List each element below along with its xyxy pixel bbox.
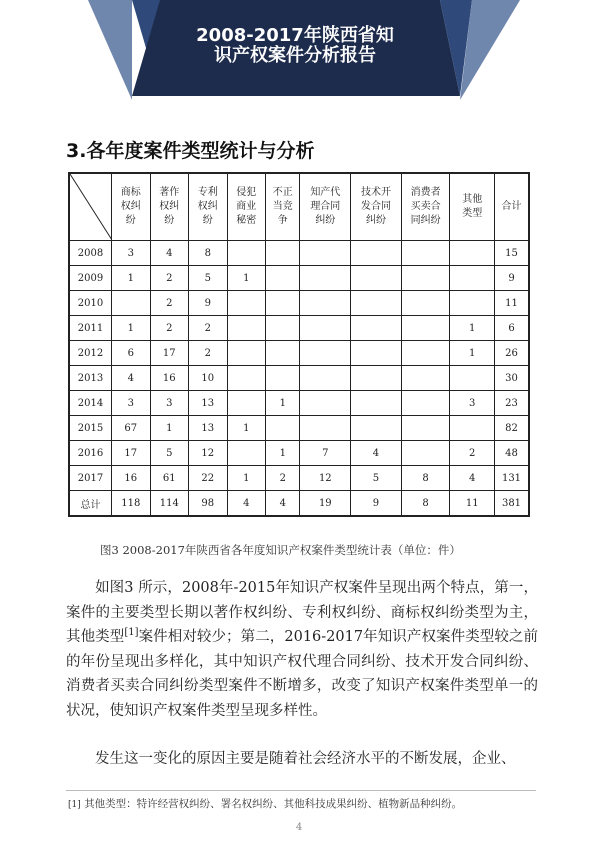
table-cell: 1 (227, 416, 266, 441)
table-cell (450, 241, 495, 266)
table-cell: 48 (495, 441, 530, 466)
column-header-line: 秘密 (236, 215, 257, 226)
column-header-line: 不正 (272, 187, 293, 198)
table-cell: 8 (401, 491, 450, 517)
table-cell: 13 (189, 391, 228, 416)
paragraph-2-text: 发生这一变化的原因主要是随着社会经济水平的不断发展，企业、 (95, 751, 516, 767)
table-cell (266, 341, 300, 366)
table-cell: 118 (112, 491, 151, 517)
row-year-cell: 总计 (69, 491, 112, 517)
table-header-row (69, 173, 529, 241)
table-cell: 5 (189, 266, 228, 291)
table-cell (401, 366, 450, 391)
table-cell: 4 (450, 466, 495, 491)
column-header-line: 其他 (462, 194, 483, 205)
table-cell (450, 266, 495, 291)
column-header (300, 173, 351, 241)
table-cell (300, 241, 351, 266)
table-cell (401, 241, 450, 266)
table-cell: 1 (450, 341, 495, 366)
table-cell (227, 441, 266, 466)
table-row (69, 291, 529, 316)
table-cell: 23 (495, 391, 530, 416)
table-cell: 2 (150, 266, 189, 291)
column-header-line: 买卖合 (410, 201, 441, 212)
table-cell (351, 316, 402, 341)
table-cell: 11 (450, 491, 495, 517)
column-header-line: 纷 (202, 215, 213, 226)
table-cell (401, 441, 450, 466)
table-cell: 1 (266, 441, 300, 466)
table-cell (300, 341, 351, 366)
table-cell: 3 (112, 391, 151, 416)
table-cell: 131 (495, 466, 530, 491)
row-year-cell: 2012 (69, 341, 112, 366)
table-cell (351, 366, 402, 391)
table-cell: 4 (351, 441, 402, 466)
table-cell: 1 (112, 266, 151, 291)
table-cell: 2 (450, 441, 495, 466)
table-cell: 17 (112, 441, 151, 466)
table-cell: 17 (150, 341, 189, 366)
row-year-cell: 2014 (69, 391, 112, 416)
table-cell: 2 (266, 466, 300, 491)
table-cell (266, 266, 300, 291)
body-paragraph-2 (66, 747, 538, 772)
table-row (69, 416, 529, 441)
table-cell: 1 (227, 466, 266, 491)
table-cell: 9 (189, 291, 228, 316)
table-cell: 5 (150, 441, 189, 466)
table-cell: 2 (150, 316, 189, 341)
footnote-divider (66, 790, 536, 791)
banner-left-light-facet (88, 0, 132, 100)
column-header-line: 权纠 (120, 201, 141, 212)
table-cell: 11 (495, 291, 530, 316)
table-cell (227, 341, 266, 366)
table-cell (401, 341, 450, 366)
table-cell: 10 (189, 366, 228, 391)
column-header-line: 纷 (164, 215, 175, 226)
table-cell: 1 (227, 266, 266, 291)
column-header-line: 专利 (197, 187, 218, 198)
table-row (69, 266, 529, 291)
table-caption: 图3 2008-2017年陕西省各年度知识产权案件类型统计表（单位：件） (100, 543, 461, 557)
row-year-cell: 2013 (69, 366, 112, 391)
table-cell: 12 (189, 441, 228, 466)
column-header-line: 侵犯 (236, 187, 257, 198)
table-row (69, 341, 529, 366)
table-cell (227, 366, 266, 391)
table-cell: 6 (495, 316, 530, 341)
table-cell: 1 (150, 416, 189, 441)
table-cell (401, 266, 450, 291)
column-header-line: 商业 (236, 201, 257, 212)
table-cell: 98 (189, 491, 228, 517)
column-header-line: 争 (277, 215, 288, 226)
table-cell (227, 391, 266, 416)
table-cell: 19 (300, 491, 351, 517)
table-cell (351, 391, 402, 416)
column-header (495, 173, 530, 241)
column-header-line: 发合同 (360, 201, 391, 212)
table-cell: 3 (112, 241, 151, 266)
footnote-marker: [1] (68, 800, 81, 810)
column-header (450, 173, 495, 241)
table-cell (351, 291, 402, 316)
table-cell: 4 (227, 491, 266, 517)
table-cell: 4 (112, 366, 151, 391)
row-year-cell: 2008 (69, 241, 112, 266)
table-cell: 9 (495, 266, 530, 291)
column-header-line: 同纠纷 (410, 215, 441, 226)
body-paragraph-1 (66, 576, 538, 723)
table-cell (450, 366, 495, 391)
table-cell: 3 (450, 391, 495, 416)
row-year-cell: 2017 (69, 466, 112, 491)
table-cell: 1 (450, 316, 495, 341)
report-title-line2: 识产权案件分析报告 (214, 45, 376, 66)
table-row (69, 466, 529, 491)
table-cell: 1 (266, 391, 300, 416)
table-cell: 381 (495, 491, 530, 517)
column-header (266, 173, 300, 241)
column-header-line: 技术开 (360, 187, 391, 198)
table-row (69, 366, 529, 391)
column-header-line: 纷 (125, 215, 136, 226)
column-header-line: 商标 (120, 187, 141, 198)
table-body (69, 241, 529, 517)
column-header-line: 纠纷 (365, 215, 386, 226)
report-title-line1: 2008-2017年陕西省知 (196, 25, 394, 46)
table-cell: 5 (351, 466, 402, 491)
table-cell (300, 416, 351, 441)
column-header-line: 权纠 (159, 201, 180, 212)
row-year-cell: 2009 (69, 266, 112, 291)
table-cell (351, 266, 402, 291)
column-header-line: 合计 (501, 201, 522, 212)
column-header-line: 理合同 (310, 201, 341, 212)
table-cell (227, 291, 266, 316)
table-cell (300, 391, 351, 416)
table-cell: 8 (189, 241, 228, 266)
page-number: 4 (295, 822, 303, 833)
table-cell: 16 (150, 366, 189, 391)
table-cell: 13 (189, 416, 228, 441)
table-cell: 4 (266, 491, 300, 517)
table-cell: 12 (300, 466, 351, 491)
column-header-line: 著作 (159, 187, 180, 198)
table-cell: 2 (189, 341, 228, 366)
table-cell: 22 (189, 466, 228, 491)
table-cell (300, 291, 351, 316)
column-header-line: 消费者 (410, 187, 441, 198)
table-cell: 15 (495, 241, 530, 266)
row-year-cell: 2016 (69, 441, 112, 466)
table-cell (300, 366, 351, 391)
table-cell (351, 341, 402, 366)
table-cell: 7 (300, 441, 351, 466)
table-cell: 8 (401, 466, 450, 491)
table-cell (112, 291, 151, 316)
table-cell (401, 291, 450, 316)
table-row (69, 241, 529, 266)
table-cell (300, 316, 351, 341)
column-header (227, 173, 266, 241)
table-cell: 9 (351, 491, 402, 517)
section-title: 3.各年度案件类型统计与分析 (66, 140, 315, 162)
table-cell (401, 391, 450, 416)
table-cell: 1 (112, 316, 151, 341)
column-header (189, 173, 228, 241)
column-header-line: 纠纷 (315, 215, 336, 226)
table-cell: 2 (189, 316, 228, 341)
table-cell (266, 316, 300, 341)
column-header (401, 173, 450, 241)
table-cell (351, 241, 402, 266)
table-cell (450, 291, 495, 316)
column-header (150, 173, 189, 241)
table-cell (227, 316, 266, 341)
footnote-reference: [1] (124, 627, 139, 639)
table-cell (266, 416, 300, 441)
column-header-line: 当竞 (272, 201, 293, 212)
table-cell: 3 (150, 391, 189, 416)
table-row (69, 491, 529, 517)
column-header-line: 知产代 (310, 187, 341, 198)
table-row (69, 316, 529, 341)
diagonal-corner-cell (69, 173, 112, 241)
header-banner (0, 0, 598, 100)
table-row (69, 391, 529, 416)
table-cell: 67 (112, 416, 151, 441)
table-cell (401, 316, 450, 341)
row-year-cell: 2015 (69, 416, 112, 441)
table-cell: 6 (112, 341, 151, 366)
row-year-cell: 2010 (69, 291, 112, 316)
footnote-text: 其他类型：特许经营权纠纷、署名权纠纷、其他科技成果纠纷、植物新品种纠纷。 (84, 798, 463, 810)
table-cell (266, 366, 300, 391)
column-header (351, 173, 402, 241)
table-cell: 26 (495, 341, 530, 366)
diagonal-line (70, 174, 112, 240)
table-cell: 30 (495, 366, 530, 391)
table-cell (266, 291, 300, 316)
table-cell: 16 (112, 466, 151, 491)
report-title (130, 26, 460, 66)
table-cell (227, 241, 266, 266)
table-cell: 114 (150, 491, 189, 517)
table-cell: 4 (150, 241, 189, 266)
column-header (112, 173, 151, 241)
table-cell: 61 (150, 466, 189, 491)
table-cell: 82 (495, 416, 530, 441)
row-year-cell: 2011 (69, 316, 112, 341)
column-header-line: 类型 (462, 208, 483, 219)
footnote (68, 796, 538, 811)
paragraph-1-text-a: 如图3 所示，2008年-2015年知识产权案件呈现出两个特点，第一，案件的主要类型长期以著作权纠纷、专利权纠纷、商标权纠纷类型为主，其他类型 (66, 580, 538, 645)
table-cell (266, 241, 300, 266)
table-row (69, 441, 529, 466)
table-cell (401, 416, 450, 441)
table-cell (300, 266, 351, 291)
case-type-statistics-table (68, 172, 530, 517)
table-cell (351, 416, 402, 441)
paragraph-1-text-b: 案件相对较少；第二，2016-2017年知识产权案件类型较之前的年份呈现出多样化，其中知识产权代理合同纠纷、技术开发合同纠纷、消费者买卖合同纠纷类型案件不断增多，改变了知识产权案件类型单一的状况，使知识产权案件类型呈现多样性。 (66, 629, 539, 719)
column-header-line: 权纠 (197, 201, 218, 212)
table-cell: 2 (150, 291, 189, 316)
table-cell (450, 416, 495, 441)
